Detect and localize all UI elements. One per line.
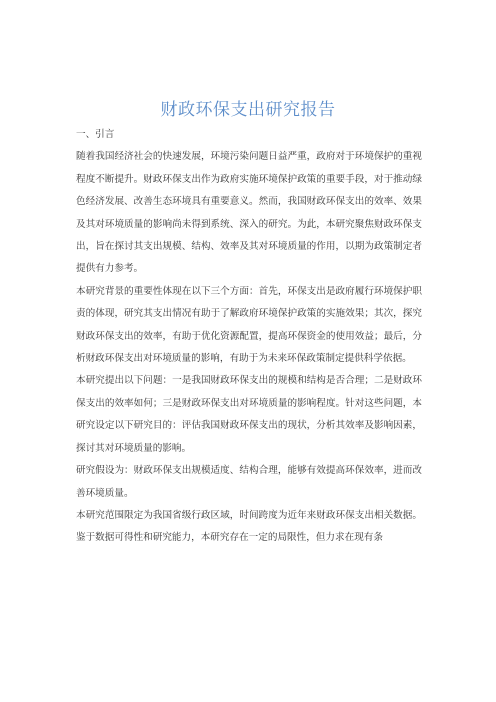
section-heading-introduction: 一、引言 — [76, 129, 115, 140]
paragraph-importance: 本研究背景的重要性体现在以下三个方面：首先，环保支出是政府履行环境保护职责的体现，研究其支出情况有助于了解政府环境保护政策的实施效果；其次，探究财政环保支出的效率，有助于优化资源配置，提高环保资金的使用效益；最后，分析财政环保支出对环境质量的影响，有助于为未来环保政策制定提供科学依据。 — [76, 285, 422, 365]
paragraph-questions: 本研究提出以下问题：一是我国财政环保支出的规模和结构是否合理；二是财政环保支出的效率如何；三是财政环保支出对环境质量的影响程度。针对这些问题，本研究设定以下研究目的：评估我国财政环保支出的现状，分析其效率及影响因素，探讨其对环境质量的影响。 — [76, 375, 422, 454]
paragraph-scope: 本研究范围限定为我国省级行政区域，时间跨度为近年来财政环保支出相关数据。鉴于数据可得性和研究能力，本研究存在一定的局限性，但力求在现有条 — [76, 509, 422, 544]
document-body — [76, 124, 422, 550]
document-title: 财政环保支出研究报告 — [160, 100, 336, 121]
paragraph-hypothesis: 研究假设为：财政环保支出规模适度、结构合理，能够有效提高环保效率，进而改善环境质量。 — [76, 465, 422, 499]
paragraph-background: 随着我国经济社会的快速发展，环境污染问题日益严重，政府对于环境保护的重视程度不断提升。财政环保支出作为政府实施环境保护政策的重要手段，对于推动绿色经济发展、改善生态环境具有重要意义。然而，我国财政环保支出的效率、效果及其对环境质量的影响尚未得到系统、深入的研究。为此，本研究聚焦财政环保支出，旨在探讨其支出规模、结构、效率及其对环境质量的作用，以期为政策制定者提供有力参考。 — [76, 151, 422, 275]
